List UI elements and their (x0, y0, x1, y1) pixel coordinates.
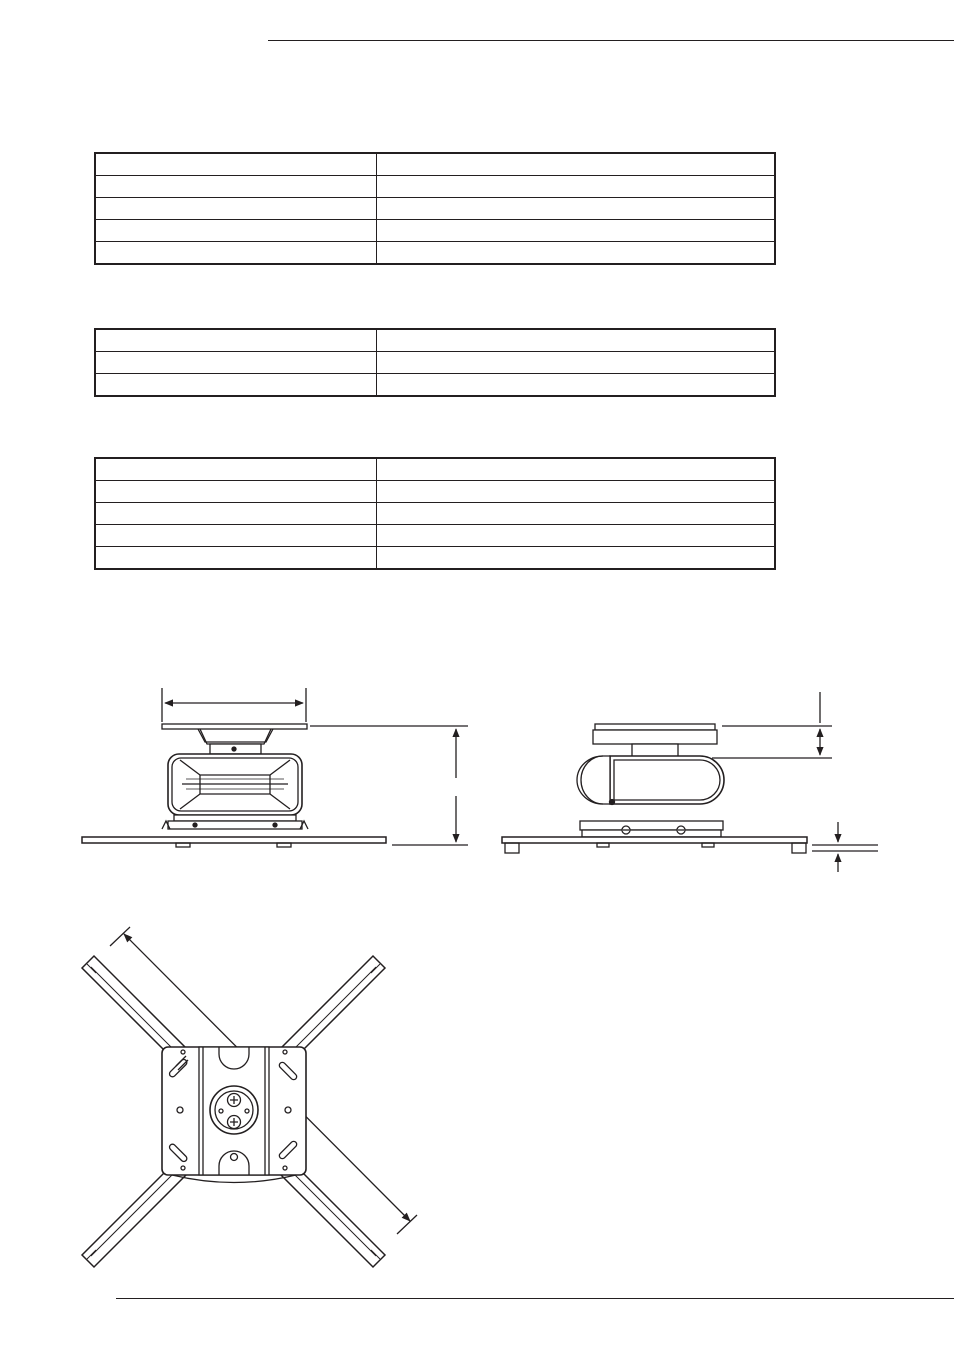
footer-rule (116, 1298, 954, 1299)
